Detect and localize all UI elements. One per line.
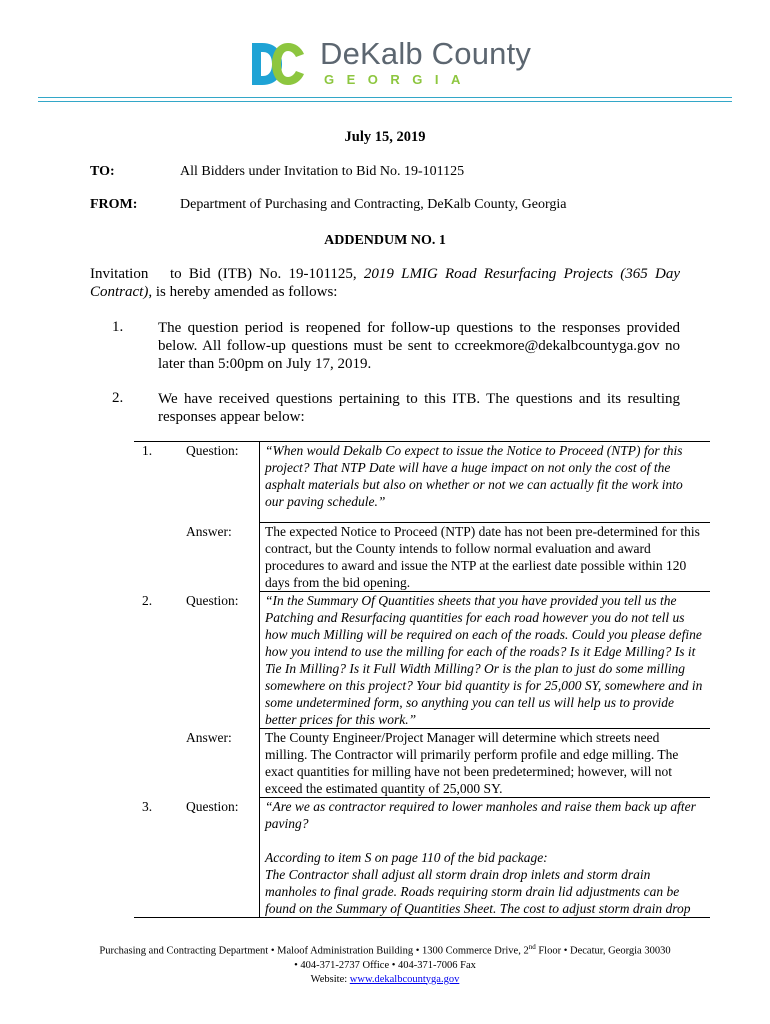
intro-lead: Invitation to Bid (ITB) No. 19-101125, xyxy=(90,266,364,282)
header-rule xyxy=(38,97,732,98)
question-text-block xyxy=(260,798,711,918)
website-label: Website: xyxy=(310,973,350,985)
logo-county-name: DeKalb County xyxy=(320,36,532,71)
question-label: Question: xyxy=(182,442,260,523)
footer-sup: nd xyxy=(528,943,536,951)
question-text: “In the Summary Of Quantities sheets that you have provided you tell us the Patching and Resurfacing quantities for each road however you do not tell us how much Milling will be required on each of the roads. Could you please define how you intend to use the milling for each of the roads? Is it Edge Milling? Is it Tie In Milling? Is it Full Width Milling? Or is the plan to just do some milling somewhere on this project? Your bid quantity is for 25,000 SY, somewhere and in some undetermined form, so anything you can tell us will help us to provide better prices for this work.” xyxy=(260,592,711,729)
footer-phone: • 404-371-2737 Office • 404-371-7006 Fax xyxy=(294,959,476,971)
intro-paragraph xyxy=(90,265,680,301)
question-text: “Are we as contractor required to lower manholes and raise them back up after paving? xyxy=(265,799,696,831)
question-label: Question: xyxy=(182,592,260,729)
answer-text: The County Engineer/Project Manager will determine which streets need milling. The Contractor will primarily perform profile and edge milling. The exact quantities for milling have not been predetermined; however, will not exceed the estimated quantity of 25,000 SY. xyxy=(260,729,711,798)
qa-table xyxy=(134,441,710,918)
memo-date: July 15, 2019 xyxy=(344,129,426,145)
from-label: FROM: xyxy=(90,197,138,212)
website-link[interactable]: www.dekalbcountyga.gov xyxy=(349,973,460,985)
addendum-title: ADDENDUM NO. 1 xyxy=(324,233,446,248)
header-rule xyxy=(38,101,732,102)
from-value: Department of Purchasing and Contracting, DeKalb County, Georgia xyxy=(180,197,567,212)
question-extra: According to item S on page 110 of the bid package: xyxy=(265,850,548,865)
footer-website xyxy=(0,973,770,987)
project-title: 2019 LMIG Road Resurfacing Projects (365 Day Contract), xyxy=(90,266,680,300)
intro-tail: is hereby amended as follows: xyxy=(152,284,338,300)
to-label: TO: xyxy=(90,164,115,179)
item-text: The question period is reopened for follow-up questions to the responses provided below. All follow-up questions must be sent to ccreekmore@dekalbcountyga.gov no later than 5:00pm on July 17, 2019. xyxy=(158,320,680,372)
footer-line1: Purchasing and Contracting Department • Maloof Administration Building • 1300 Commerce Drive, 2 xyxy=(99,945,529,957)
answer-label: Answer: xyxy=(182,729,260,798)
footer xyxy=(0,940,770,987)
item-text: We have received questions pertaining to this ITB. The questions and its resulting responses appear below: xyxy=(158,391,680,425)
item-number: 2. xyxy=(112,390,124,406)
logo-state-name: GEORGIA xyxy=(324,72,473,87)
to-value: All Bidders under Invitation to Bid No. 19-101125 xyxy=(180,164,465,179)
question-label: Question: xyxy=(182,798,260,918)
qa-number: 1. xyxy=(142,443,153,458)
question-extra: The Contractor shall adjust all storm drain drop inlets and storm drain manholes to final grade. Roads requiring storm drain lid adjustments can be found on the Summary of Quantities Sheet. The cost to adjust storm drain drop xyxy=(265,867,691,916)
footer-line1-tail: Floor • Decatur, Georgia 30030 xyxy=(535,945,671,957)
question-text: “When would Dekalb Co expect to issue the Notice to Proceed (NTP) for this project? That NTP Date will have a huge impact on not only the cost of the asphalt materials but also on whether or not we can actually fit the work into our paving schedule.” xyxy=(265,443,683,509)
qa-number: 2. xyxy=(142,592,153,608)
answer-text: The expected Notice to Proceed (NTP) date has not been pre-determined for this contract, but the County intends to follow normal evaluation and award procedures to award and issue the NTP at the earliest date possible within 120 days from the bid opening. xyxy=(260,523,711,592)
item-number: 1. xyxy=(112,319,124,335)
qa-number: 3. xyxy=(142,798,153,814)
answer-label: Answer: xyxy=(182,523,260,592)
dekalb-logo-icon xyxy=(248,40,306,88)
footer-address xyxy=(0,940,770,959)
